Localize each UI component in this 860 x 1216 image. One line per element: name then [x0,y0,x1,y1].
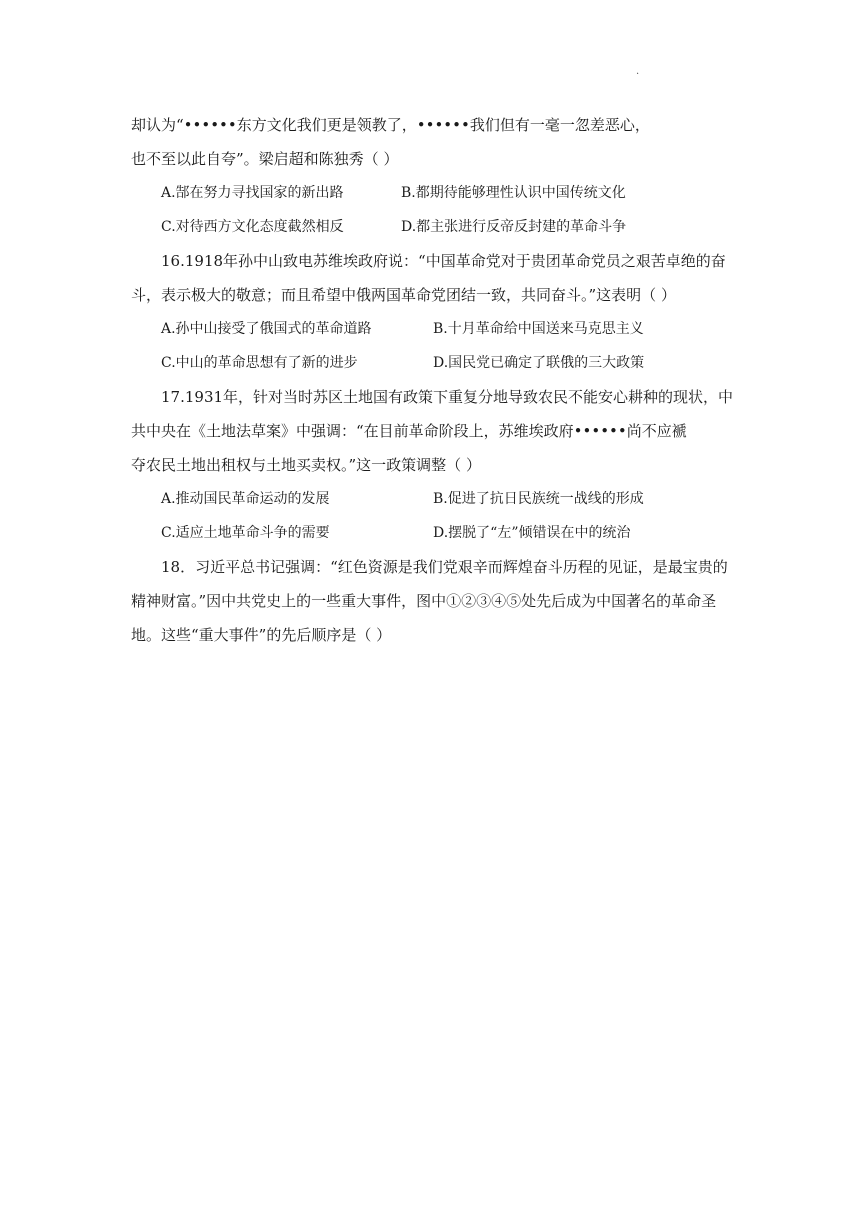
option-d: D.都主张进行反帝反封建的革命斗争 [401,219,627,235]
option-a: A.推动国民革命运动的发展 [161,491,330,507]
question-17 [131,380,741,550]
document-body [131,108,741,652]
option-a: A.孙中山接受了俄国式的革命道路 [161,321,372,337]
option-d: D.摆脱了“左”倾错误在中的统治 [433,525,631,541]
options-row [131,176,741,210]
question-text-line: 却认为“••••••东方文化我们更是领教了，••••••我们但有一毫一忽差恶心， [131,116,650,134]
question-text-line: 也不至以此自夸”。梁启超和陈独秀（ ） [131,150,399,168]
option-c: C.中山的革命思想有了新的进步 [161,355,358,371]
option-b: B.十月革命给中国送来马克思主义 [433,321,644,337]
options-row [131,482,741,516]
question-text-line: 精神财富。”因中共党史上的一些重大事件，图中①②③④⑤处先后成为中国著名的革命圣 [131,592,717,610]
question-text-line: 16.1918年孙中山致电苏维埃政府说：“中国革命党对于贵团革命党员之艰苦卓绝的奋 [161,252,726,270]
question-text-line: 地。这些“重大事件”的先后顺序是（ ） [131,626,392,644]
question-text-line: 斗，表示极大的敬意；而且希望中俄两国革命党团结一致，共同奋斗。”这表明（ ） [131,286,676,304]
option-b: B.促进了抗日民族统一战线的形成 [433,491,644,507]
options-row [131,210,741,244]
option-c: C.对待西方文化态度截然相反 [161,219,344,235]
options-row [131,346,741,380]
option-d: D.国民党已确定了联俄的三大政策 [433,355,645,371]
question-text-line: 18．习近平总书记强调：“红色资源是我们党艰辛而辉煌奋斗历程的见证，是最宝贵的 [161,558,728,576]
option-b: B.都期待能够理性认识中国传统文化 [401,185,626,201]
question-text-line: 共中央在《土地法草案》中强调：“在目前革命阶段上，苏维埃政府••••••尚不应褫 [131,422,687,440]
options-row [131,312,741,346]
question-18 [131,550,741,652]
question-text-line: 夺农民土地出租权与土地买卖权。”这一政策调整（ ） [131,456,481,474]
option-a: A.郜在努力寻找国家的新出路 [161,185,344,201]
question-text-line: 17.1931年，针对当时苏区土地国有政策下重复分地导致农民不能安心耕种的现状，中 [161,388,734,406]
option-c: C.适应土地革命斗争的需要 [161,525,330,541]
options-row [131,516,741,550]
question-15 [131,108,741,244]
question-16 [131,244,741,380]
page-marker: . [636,66,640,77]
